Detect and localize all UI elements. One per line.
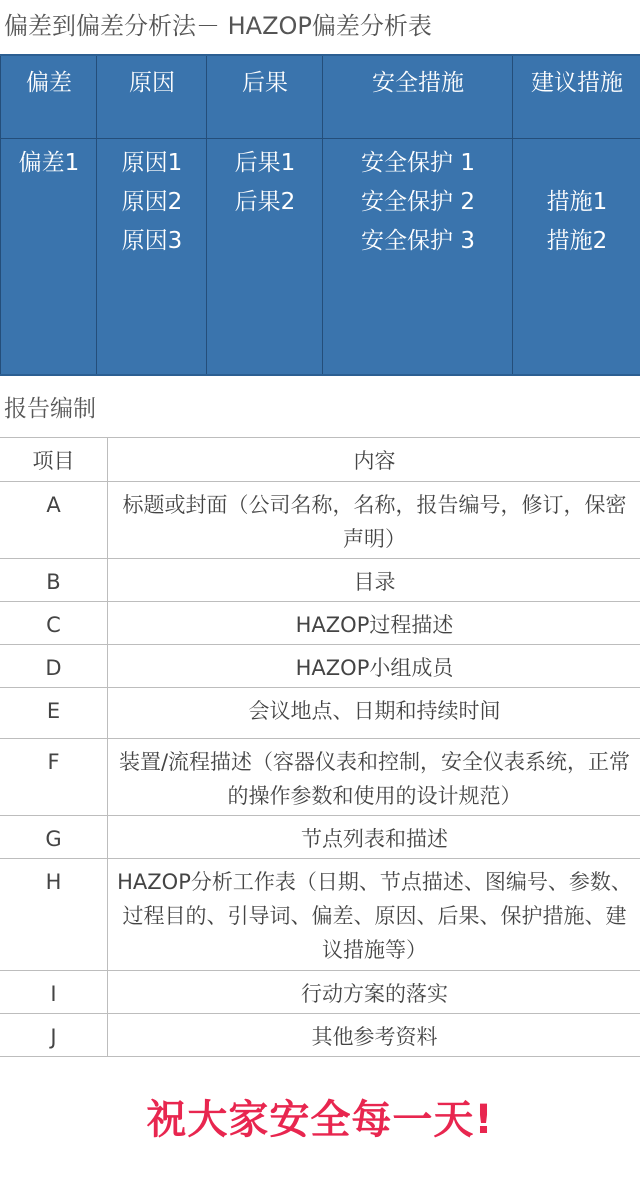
- row-content: 标题或封面（公司名称，名称，报告编号，修订，保密声明）: [108, 482, 640, 559]
- safeguard-cells: [323, 144, 513, 261]
- cause-item: 原因2: [121, 189, 183, 215]
- header-recommendation: 建议措施: [531, 70, 623, 96]
- header-deviation: 偏差: [26, 70, 72, 96]
- table-row: [0, 645, 640, 688]
- row-content: 其他参考资料: [108, 1014, 640, 1057]
- hazop-deviation-table: [0, 54, 640, 376]
- header-cause: 原因: [129, 70, 175, 96]
- column-cause: [96, 56, 207, 374]
- table-header-row: [0, 438, 640, 482]
- row-item: F: [0, 739, 108, 816]
- header-safeguard: 安全措施: [372, 70, 464, 96]
- row-content: 会议地点、日期和持续时间: [108, 688, 640, 739]
- consequence-item: 后果2: [234, 189, 296, 215]
- safeguard-item: 安全保护 1: [361, 150, 475, 176]
- column-safeguard: [322, 56, 513, 374]
- row-content: 节点列表和描述: [108, 816, 640, 859]
- row-content: HAZOP分析工作表（日期、节点描述、图编号、参数、过程目的、引导词、偏差、原因、后果、保护措施、建议措施等）: [108, 859, 640, 971]
- table-row: [0, 971, 640, 1014]
- row-item: I: [0, 971, 108, 1014]
- safeguard-item: 安全保护 3: [361, 228, 475, 254]
- consequence-item: 后果1: [234, 150, 296, 176]
- row-item: G: [0, 816, 108, 859]
- row-content: 装置/流程描述（容器仪表和控制，安全仪表系统，正常的操作参数和使用的设计规范）: [108, 739, 640, 816]
- consequence-cells: [207, 144, 323, 222]
- table-row: [0, 602, 640, 645]
- table-row: [0, 859, 640, 971]
- row-item: E: [0, 688, 108, 739]
- cause-item: 原因1: [121, 150, 183, 176]
- row-item: A: [0, 482, 108, 559]
- row-item: H: [0, 859, 108, 971]
- closing-slogan: 祝大家安全每一天!: [146, 1097, 494, 1143]
- row-content: 行动方案的落实: [108, 971, 640, 1014]
- row-item: C: [0, 602, 108, 645]
- deviation-cells: [1, 144, 97, 183]
- row-item: B: [0, 559, 108, 602]
- row-item: D: [0, 645, 108, 688]
- column-deviation: [0, 56, 97, 374]
- header-content: 内容: [108, 438, 640, 482]
- safeguard-item: 安全保护 2: [361, 189, 475, 215]
- row-content: 目录: [108, 559, 640, 602]
- header-item: 项目: [0, 438, 108, 482]
- recommendation-item: 措施1: [546, 189, 608, 215]
- column-consequence: [206, 56, 323, 374]
- header-consequence: 后果: [242, 70, 288, 96]
- table-row: [0, 559, 640, 602]
- row-item: J: [0, 1014, 108, 1057]
- report-contents-table: [0, 437, 640, 1057]
- table-row: [0, 816, 640, 859]
- cause-cells: [97, 144, 207, 261]
- deviation-item: 偏差1: [18, 150, 80, 176]
- cause-item: 原因3: [121, 228, 183, 254]
- page-title: 偏差到偏差分析法－ HAZOP偏差分析表: [4, 12, 432, 40]
- column-recommendation: [512, 56, 640, 374]
- report-section-title: 报告编制: [4, 396, 96, 422]
- table-row: [0, 482, 640, 559]
- recommendation-cells: [513, 183, 640, 261]
- row-content: HAZOP小组成员: [108, 645, 640, 688]
- recommendation-item: 措施2: [546, 228, 608, 254]
- table-row: [0, 1014, 640, 1057]
- table-row: [0, 739, 640, 816]
- table-row: [0, 688, 640, 739]
- row-content: HAZOP过程描述: [108, 602, 640, 645]
